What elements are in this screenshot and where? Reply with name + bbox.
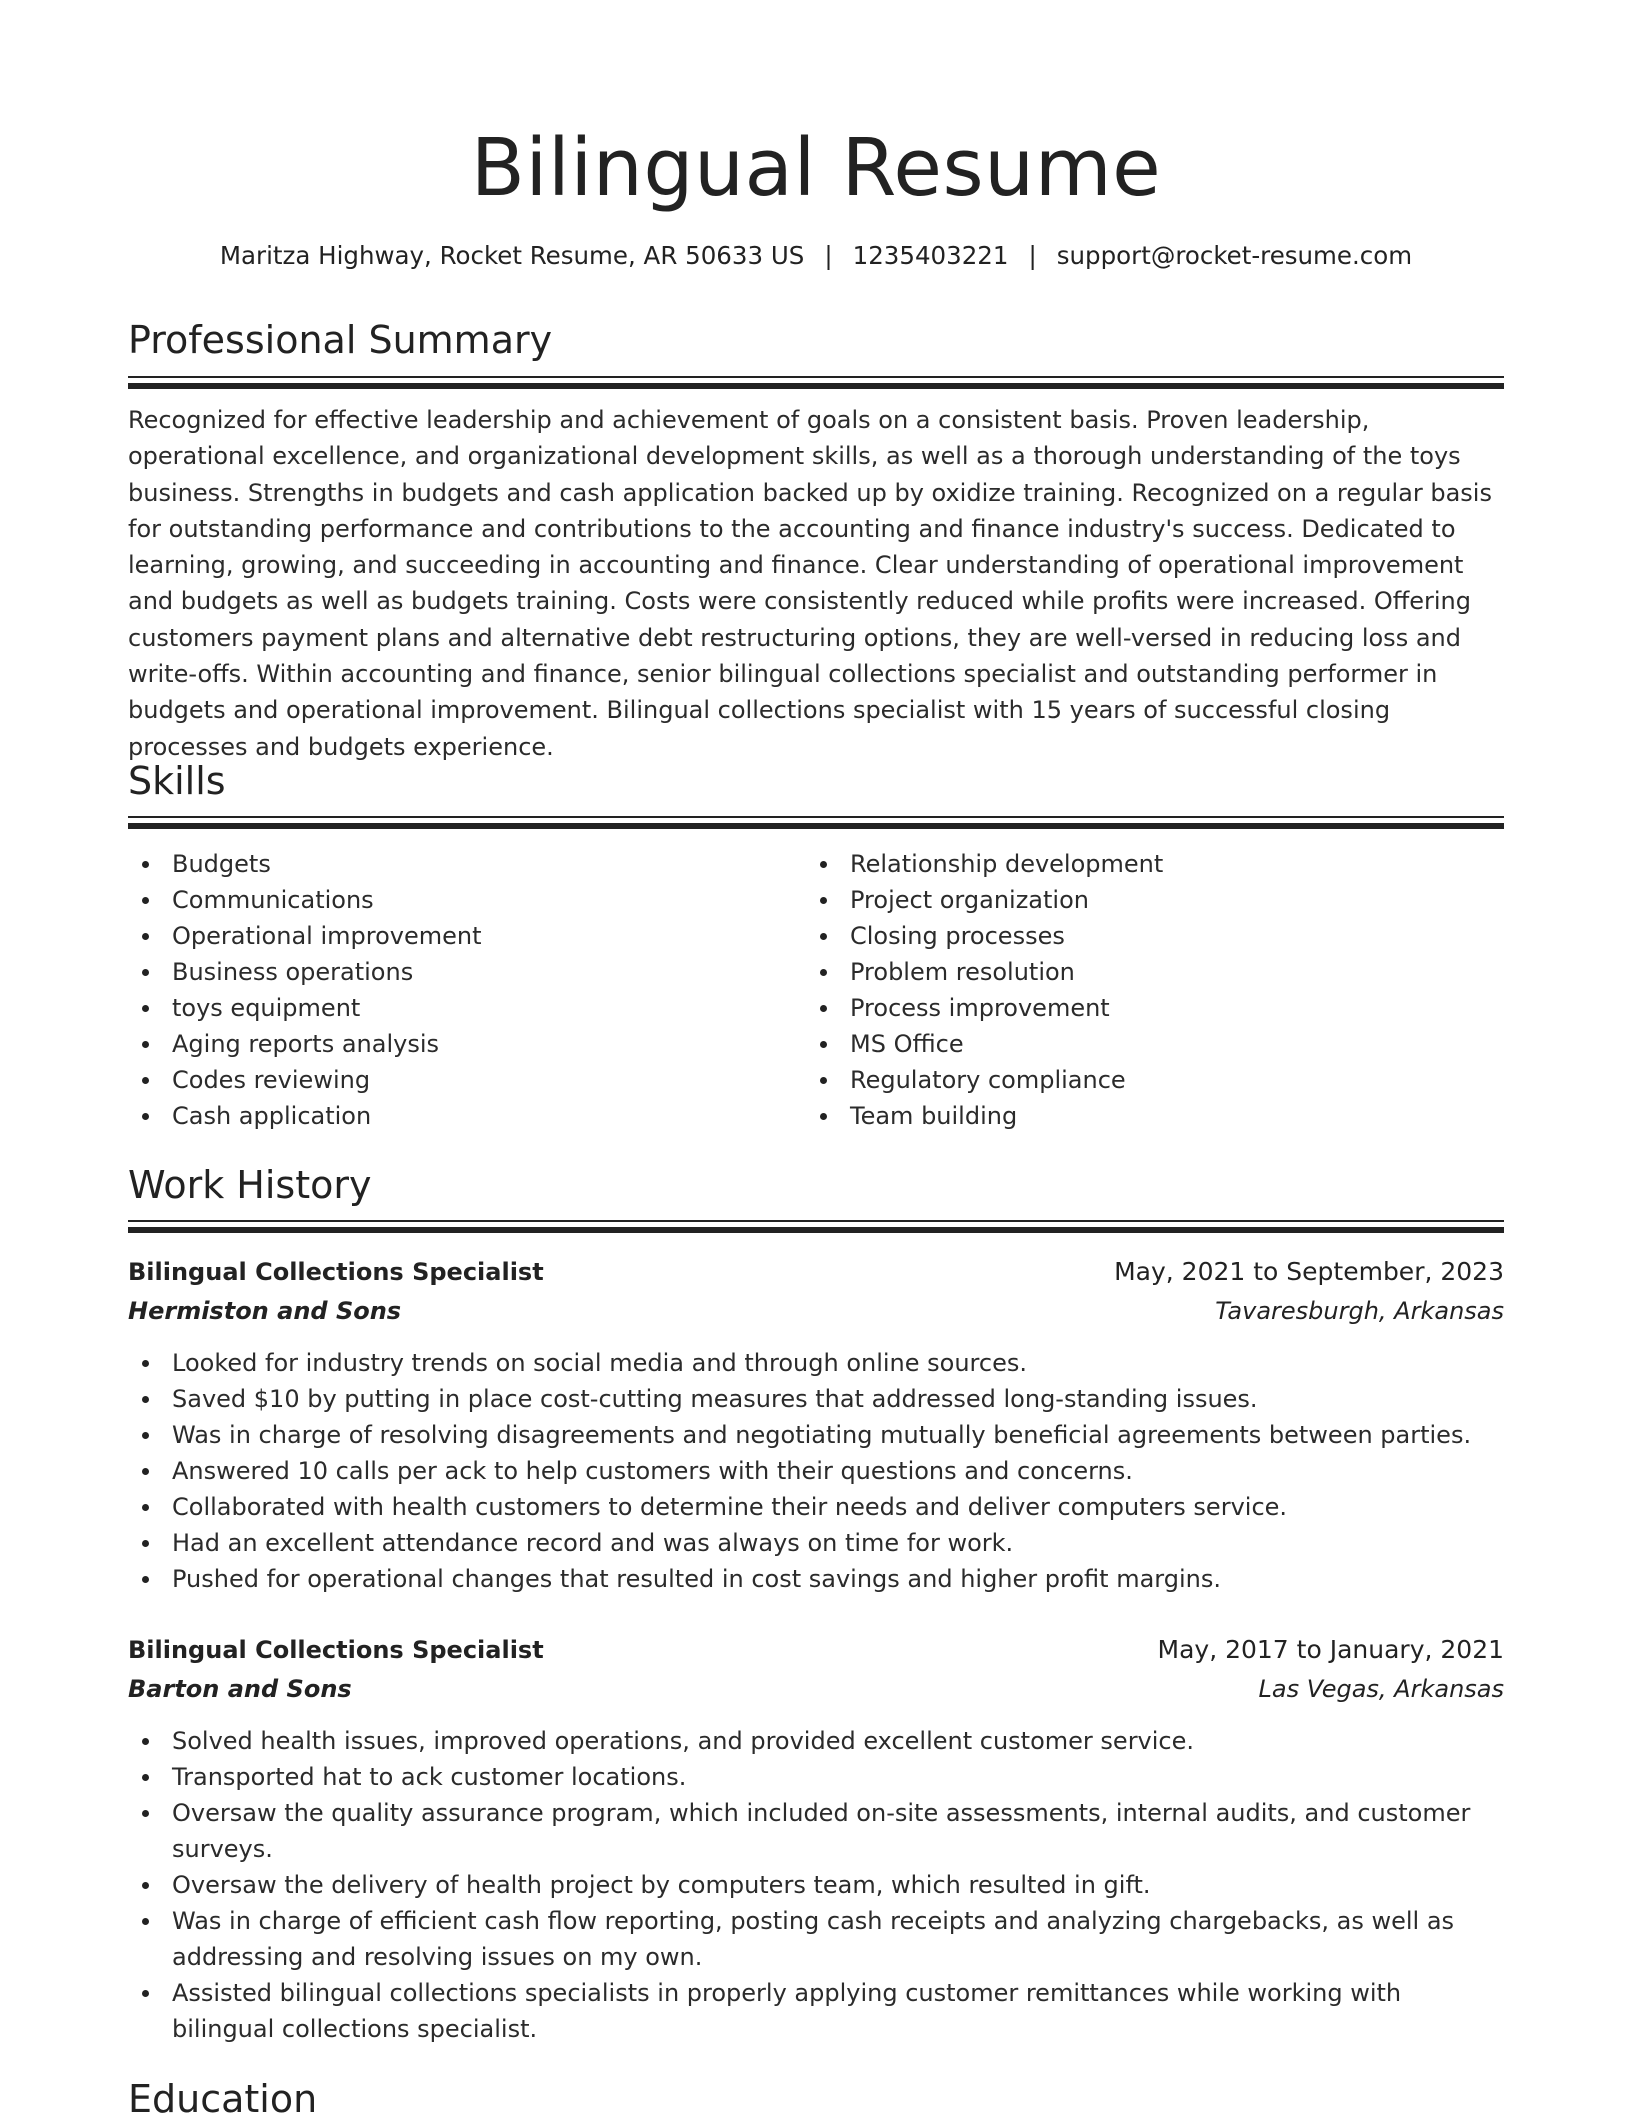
skill-item: MS Office (806, 1026, 1484, 1062)
job-dates: May, 2017 to January, 2021 (1157, 1635, 1504, 1664)
job-location: Las Vegas, Arkansas (1258, 1675, 1504, 1703)
skill-item: Codes reviewing (128, 1062, 806, 1098)
contact-separator: | (1028, 241, 1037, 270)
skill-item: Problem resolution (806, 954, 1484, 990)
job-company: Barton and Sons (128, 1675, 352, 1703)
section-title-work-history: Work History (128, 1163, 372, 1207)
job-dates: May, 2021 to September, 2023 (1114, 1257, 1504, 1286)
contact-address: Maritza Highway, Rocket Resume, AR 50633 US (219, 241, 805, 270)
job-bullet: Was in charge of resolving disagreements and negotiating mutually beneficial agreements between parties. (128, 1417, 1504, 1453)
job-entry (128, 1253, 1504, 1597)
skill-item: Cash application (128, 1098, 806, 1134)
job-entry (128, 1631, 1504, 2047)
skill-item: Closing processes (806, 918, 1484, 954)
section-divider (128, 816, 1504, 830)
section-divider (128, 376, 1504, 390)
job-bullet: Looked for industry trends on social media and through online sources. (128, 1345, 1504, 1381)
job-bullet: Oversaw the quality assurance program, which included on-site assessments, internal audits, and customer surveys. (128, 1795, 1504, 1867)
resume-name: Bilingual Resume (470, 122, 1162, 214)
job-bullet: Was in charge of efficient cash flow reporting, posting cash receipts and analyzing chargebacks, as well as addressing and resolving issues on my own. (128, 1903, 1504, 1975)
skills-column-left (128, 846, 806, 1134)
skill-item: Operational improvement (128, 918, 806, 954)
skill-item: Relationship development (806, 846, 1484, 882)
skill-item: Communications (128, 882, 806, 918)
job-bullets (128, 1345, 1504, 1597)
section-title-skills: Skills (128, 759, 226, 803)
summary-text: Recognized for effective leadership and achievement of goals on a consistent basis. Proven leadership, operational excellence, and organizational development skills, as well as a thorough understanding of the toys business. Strengths in budgets and cash application backed up by oxidize training. Recognized on a regular basis for outstanding performance and contributions to the accounting and finance industry's success. Dedicated to learning, growing, and succeeding in accounting and finance. Clear understanding of operational improvement and budgets as well as budgets training. Costs were consistently reduced while profits were increased. Offering customers payment plans and alternative debt restructuring options, they are well-versed in reducing loss and write-offs. Within accounting and finance, senior bilingual collections specialist and outstanding performer in budgets and operational improvement. Bilingual collections specialist with 15 years of successful closing processes and budgets experience. (128, 406, 1492, 761)
contact-email: support@rocket-resume.com (1056, 241, 1413, 270)
job-company: Hermiston and Sons (128, 1297, 402, 1325)
skill-item: Regulatory compliance (806, 1062, 1484, 1098)
job-bullet: Pushed for operational changes that resulted in cost savings and higher profit margins. (128, 1561, 1504, 1597)
job-bullet: Solved health issues, improved operations, and provided excellent customer service. (128, 1723, 1504, 1759)
skill-item: Process improvement (806, 990, 1484, 1026)
job-bullet: Transported hat to ack customer locations. (128, 1759, 1504, 1795)
job-bullets (128, 1723, 1504, 2047)
skill-item: Team building (806, 1098, 1484, 1134)
skill-item: Aging reports analysis (128, 1026, 806, 1062)
job-bullet: Oversaw the delivery of health project by computers team, which resulted in gift. (128, 1867, 1504, 1903)
skills-list (128, 846, 1504, 1134)
skill-item: toys equipment (128, 990, 806, 1026)
job-title: Bilingual Collections Specialist (128, 1636, 544, 1664)
contact-line (128, 238, 1504, 274)
job-title: Bilingual Collections Specialist (128, 1258, 544, 1286)
section-title-education: Education (128, 2077, 318, 2121)
contact-phone: 1235403221 (852, 241, 1009, 270)
job-bullet: Saved $10 by putting in place cost-cutting measures that addressed long-standing issues. (128, 1381, 1504, 1417)
job-bullet: Answered 10 calls per ack to help customers with their questions and concerns. (128, 1453, 1504, 1489)
skills-column-right (806, 846, 1484, 1134)
section-title-summary: Professional Summary (128, 318, 553, 362)
job-bullet: Had an excellent attendance record and was always on time for work. (128, 1525, 1504, 1561)
section-divider (128, 1220, 1504, 1234)
job-bullet: Assisted bilingual collections specialists in properly applying customer remittances while working with bilingual collections specialist. (128, 1975, 1504, 2047)
contact-separator: | (824, 241, 833, 270)
job-location: Tavaresburgh, Arkansas (1215, 1297, 1504, 1325)
skill-item: Project organization (806, 882, 1484, 918)
skill-item: Budgets (128, 846, 806, 882)
job-bullet: Collaborated with health customers to determine their needs and deliver computers service. (128, 1489, 1504, 1525)
skill-item: Business operations (128, 954, 806, 990)
